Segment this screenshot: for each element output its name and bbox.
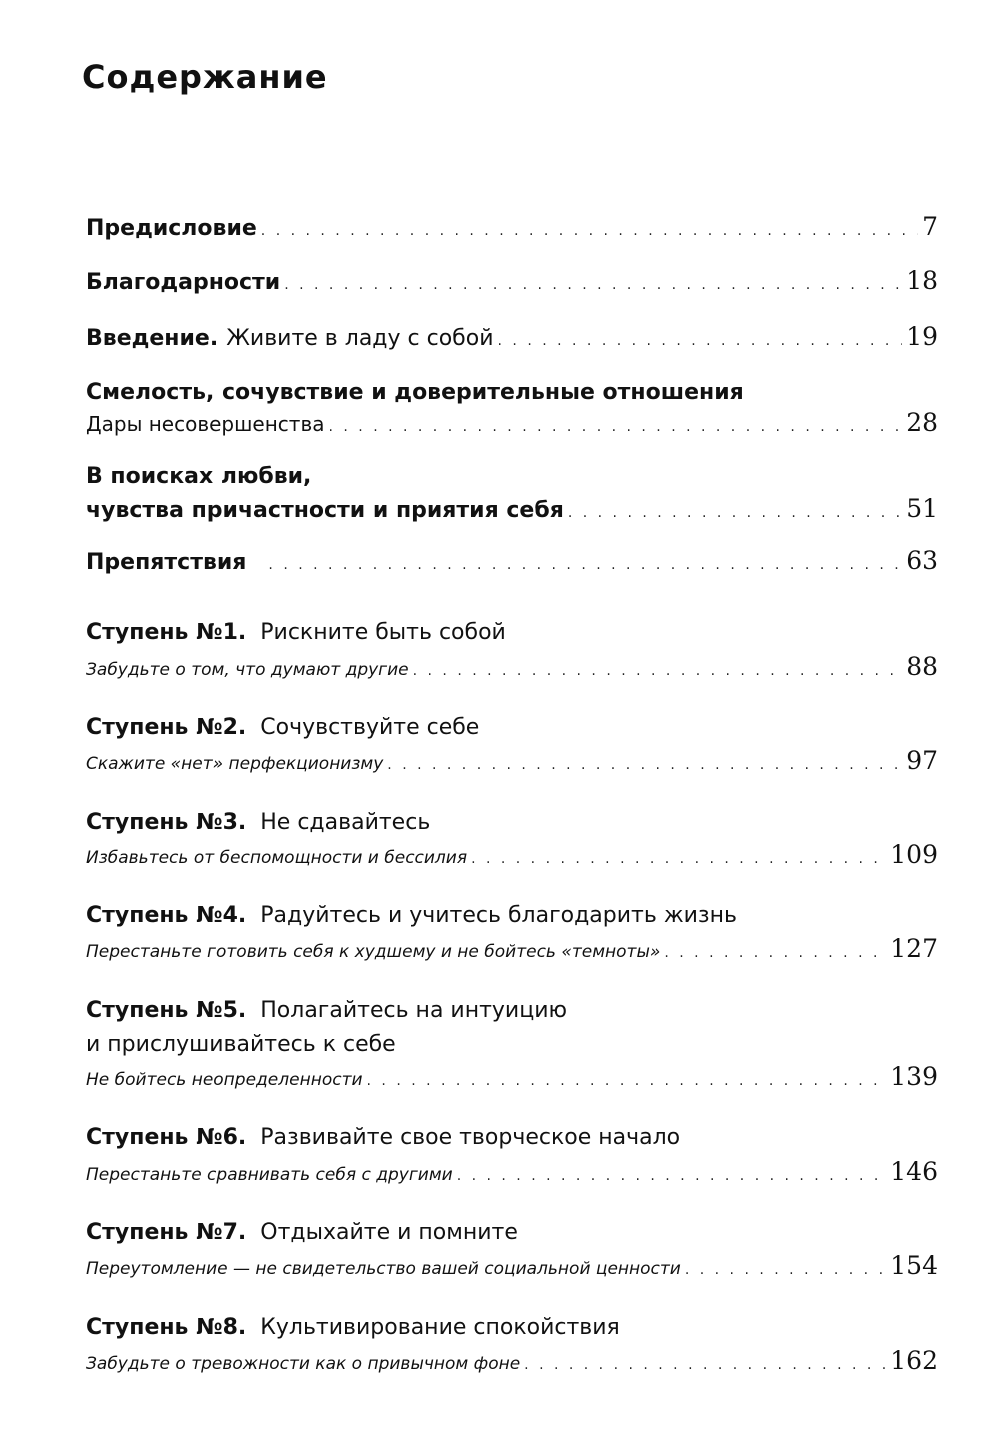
step-title: Культивирование спокойствия bbox=[260, 1315, 620, 1340]
toc-page-number: 127 bbox=[890, 934, 938, 963]
step-heading bbox=[86, 620, 506, 645]
toc-label: Перестаньте готовить себя к худшему и не бойтесь «темноты» bbox=[86, 942, 661, 962]
toc-label: Предисловие bbox=[86, 216, 257, 241]
step-heading bbox=[86, 1220, 518, 1245]
step-heading bbox=[86, 1315, 620, 1340]
leader-dots bbox=[664, 945, 886, 961]
step-number: Ступень №8. bbox=[86, 1315, 247, 1340]
step-heading bbox=[86, 715, 479, 740]
toc-entry-intro[interactable] bbox=[86, 322, 938, 351]
leader-dots bbox=[268, 557, 902, 573]
step-number: Ступень №3. bbox=[86, 810, 247, 835]
toc-label: Избавьтесь от беспомощности и бессилия bbox=[86, 848, 468, 868]
step-heading bbox=[86, 810, 430, 835]
toc-label: Перестаньте сравнивать себя с другими bbox=[86, 1165, 453, 1185]
step-number: Ступень №2. bbox=[86, 715, 247, 740]
leader-dots bbox=[457, 1168, 887, 1184]
toc-entry-love[interactable] bbox=[86, 494, 938, 523]
step-heading bbox=[86, 903, 737, 928]
toc-entry-step-6[interactable] bbox=[86, 1157, 938, 1186]
toc-page-number: 162 bbox=[890, 1346, 938, 1375]
step-title: Отдыхайте и помните bbox=[260, 1220, 518, 1245]
leader-dots bbox=[413, 663, 903, 679]
toc-label: Скажите «нет» перфекционизму bbox=[86, 754, 384, 774]
toc-label: Дары несовершенства bbox=[86, 412, 325, 436]
step-number: Ступень №5. bbox=[86, 998, 247, 1023]
step-title: Рискните быть собой bbox=[260, 620, 506, 645]
toc-page-number: 146 bbox=[890, 1157, 938, 1186]
toc-entry-step-8[interactable] bbox=[86, 1346, 938, 1375]
step-title: Полагайтесь на интуицию bbox=[260, 998, 568, 1023]
toc-label: Забудьте о тревожности как о привычном фоне bbox=[86, 1354, 521, 1374]
toc-page-number: 97 bbox=[906, 746, 938, 775]
step-heading bbox=[86, 998, 567, 1023]
toc-page-number: 18 bbox=[906, 266, 938, 295]
toc-page-number: 19 bbox=[906, 322, 938, 351]
toc-page-number: 28 bbox=[906, 408, 938, 437]
page-title: Содержание bbox=[82, 58, 328, 96]
leader-dots bbox=[367, 1073, 887, 1089]
toc-label: Переутомление — не свидетельство вашей социальной ценности bbox=[86, 1259, 681, 1279]
leader-dots bbox=[284, 277, 902, 293]
toc-label: Благодарности bbox=[86, 270, 281, 295]
toc-subtitle: Живите в ладу с собой bbox=[226, 326, 494, 351]
leader-dots bbox=[329, 419, 903, 435]
toc-label: Не бойтесь неопределенности bbox=[86, 1070, 363, 1090]
toc-entry-step-2[interactable] bbox=[86, 746, 938, 775]
step-title: Не сдавайтесь bbox=[260, 810, 431, 835]
toc-entry-step-7[interactable] bbox=[86, 1251, 938, 1280]
step-heading bbox=[86, 1125, 680, 1150]
leader-dots bbox=[471, 851, 886, 867]
toc-entry-thanks[interactable] bbox=[86, 266, 938, 295]
step-number: Ступень №7. bbox=[86, 1220, 247, 1245]
leader-dots bbox=[568, 505, 902, 521]
toc-label: Введение. bbox=[86, 326, 219, 351]
toc-label: Препятствия bbox=[86, 550, 247, 575]
toc-heading-courage: Смелость, сочувствие и доверительные отношения bbox=[86, 380, 744, 405]
toc-page-number: 7 bbox=[922, 212, 938, 241]
leader-dots bbox=[524, 1357, 886, 1373]
toc-entry-courage[interactable] bbox=[86, 408, 938, 437]
step-title: Радуйтесь и учитесь благодарить жизнь bbox=[260, 903, 737, 928]
toc-page-number: 109 bbox=[890, 840, 938, 869]
toc-page-number: 51 bbox=[906, 494, 938, 523]
toc-label: чувства причастности и приятия себя bbox=[86, 498, 564, 523]
toc-page-number: 63 bbox=[906, 546, 938, 575]
step-number: Ступень №6. bbox=[86, 1125, 247, 1150]
toc-page-number: 88 bbox=[906, 652, 938, 681]
toc-entry-step-1[interactable] bbox=[86, 652, 938, 681]
leader-dots bbox=[498, 333, 903, 349]
leader-dots bbox=[387, 757, 902, 773]
step-title: Сочувствуйте себе bbox=[260, 715, 480, 740]
toc-page-number: 154 bbox=[890, 1251, 938, 1280]
leader-dots bbox=[685, 1262, 886, 1278]
step-title-continued: и прислушивайтесь к себе bbox=[86, 1032, 396, 1057]
toc-page-number: 139 bbox=[890, 1062, 938, 1091]
leader-dots bbox=[261, 223, 918, 239]
step-number: Ступень №1. bbox=[86, 620, 247, 645]
toc-entry-step-4[interactable] bbox=[86, 934, 938, 963]
toc-entry-step-5[interactable] bbox=[86, 1062, 938, 1091]
step-title: Развивайте свое творческое начало bbox=[260, 1125, 681, 1150]
toc-heading-love: В поисках любви, bbox=[86, 464, 312, 489]
toc-entry-step-3[interactable] bbox=[86, 840, 938, 869]
toc-label: Забудьте о том, что думают другие bbox=[86, 660, 409, 680]
toc-entry-obstacles[interactable] bbox=[86, 546, 938, 575]
step-number: Ступень №4. bbox=[86, 903, 247, 928]
toc-entry-preface[interactable] bbox=[86, 212, 938, 241]
